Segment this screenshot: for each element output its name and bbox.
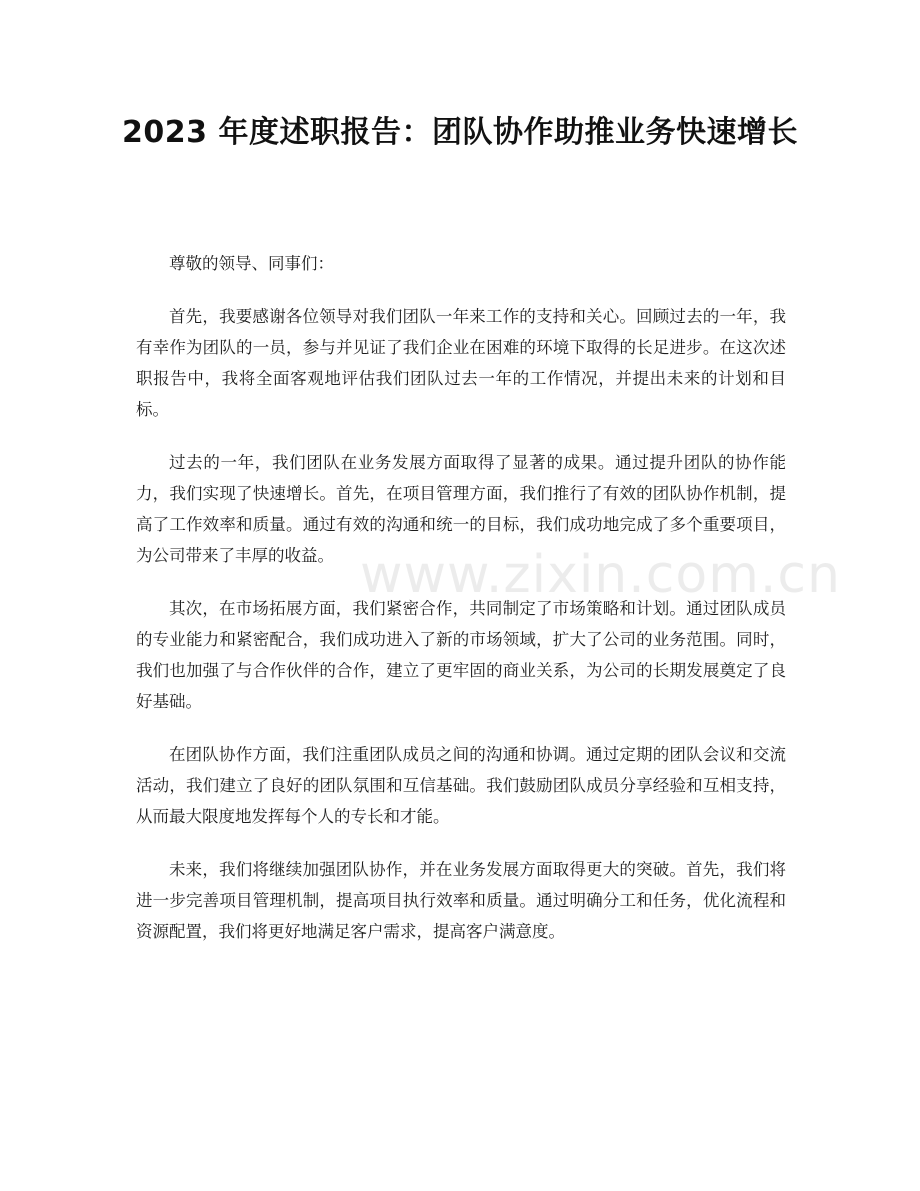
- paragraph: 未来，我们将继续加强团队协作，并在业务发展方面取得更大的突破。首先，我们将进一步完善项目管理机制，提高项目执行效率和质量。通过明确分工和任务，优化流程和资源配置，我们将更好地满足客户需求，提高客户满意度。: [136, 860, 786, 941]
- document-body: [136, 248, 786, 969]
- greeting: 尊敬的领导、同事们：: [169, 254, 334, 273]
- paragraph: 首先，我要感谢各位领导对我们团队一年来工作的支持和关心。回顾过去的一年，我有幸作为团队的一员，参与并见证了我们企业在困难的环境下取得的长足进步。在这次述职报告中，我将全面客观地评估我们团队过去一年的工作情况，并提出未来的计划和目标。: [136, 307, 786, 419]
- paragraph: 在团队协作方面，我们注重团队成员之间的沟通和协调。通过定期的团队会议和交流活动，我们建立了良好的团队氛围和互信基础。我们鼓励团队成员分享经验和互相支持，从而最大限度地发挥每个人的专长和才能。: [136, 745, 786, 826]
- paragraph: 过去的一年，我们团队在业务发展方面取得了显著的成果。通过提升团队的协作能力，我们实现了快速增长。首先，在项目管理方面，我们推行了有效的团队协作机制，提高了工作效率和质量。通过有效的沟通和统一的目标，我们成功地完成了多个重要项目，为公司带来了丰厚的收益。: [136, 453, 786, 565]
- paragraph: 其次，在市场拓展方面，我们紧密合作，共同制定了市场策略和计划。通过团队成员的专业能力和紧密配合，我们成功进入了新的市场领域，扩大了公司的业务范围。同时，我们也加强了与合作伙伴的合作，建立了更牢固的商业关系，为公司的长期发展奠定了良好基础。: [136, 599, 786, 711]
- document-title: 2023 年度述职报告：团队协作助推业务快速增长: [122, 115, 798, 150]
- watermark: www.zixin.com.cn: [360, 545, 841, 605]
